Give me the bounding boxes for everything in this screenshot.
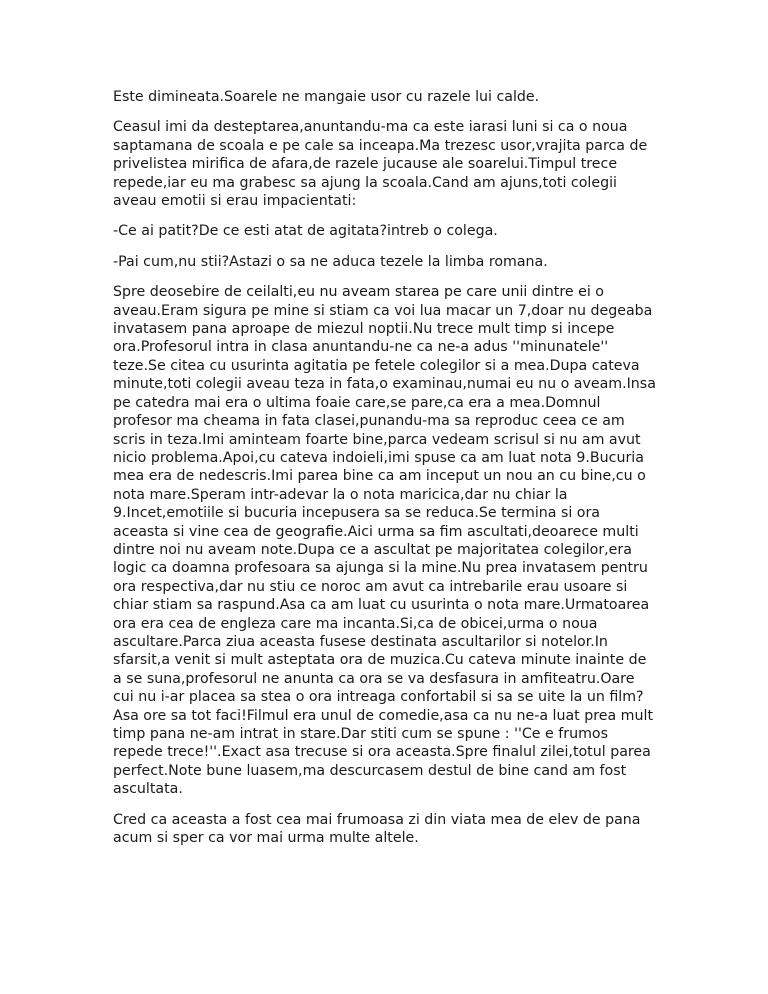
paragraph-morning: Ceasul imi da desteptarea,anuntandu-ma ca este iarasi luni si ca o noua saptamana de scoala e pe cale sa inceapa.Ma trezesc usor,vrajita parca de privelistea mirifica de afara,de razele jucause ale soarelui.Timpul trece repede,iar eu ma grabesc sa ajung la scoala.Cand am ajuns,toti colegii aveau emotii si erau impacientati: xyxy=(113,119,648,210)
dialogue-line-question: -Ce ai patit?De ce esti atat de agitata?intreb o colega. xyxy=(113,223,498,240)
document-body xyxy=(113,88,658,859)
paragraph-school-day: Spre deosebire de ceilalti,eu nu aveam starea pe care unii dintre ei o aveau.Eram sigura pe mine si stiam ca voi lua macar un 7,doar nu degeaba invatasem pana aproape de miezul noptii.Nu trece mult timp si incepe ora.Profesorul intra in clasa anuntandu-ne ca ne-a adus ''minunatele'' teze.Se citea cu usurinta agitatia pe fetele colegilor si a mea.Dupa cateva minute,toti colegii aveau teza in fata,o examinau,numai eu nu o aveam.Insa pe catedra mai era o ultima foaie care,se pare,ca era a mea.Domnul profesor ma cheama in fata clasei,punandu-ma sa reproduc ceea ce am scris in teza.Imi aminteam foarte bine,parca vedeam scrisul si nu am avut nicio problema.Apoi,cu cateva indoieli,imi spuse ca am luat nota 9.Bucuria mea era de nedescris.Imi parea bine ca am inceput un nou an cu bine,cu o nota mare.Speram intr-adevar la o nota maricica,dar nu chiar la 9.Incet,emotiile si bucuria incepusera sa se reduca.Se termina si ora aceasta si vine cea de geografie.Aici urma sa fim ascultati,deoarece multi dintre noi nu aveam note.Dupa ce a ascultat pe majoritatea colegilor,era logic ca doamna profesoara sa ajunga si la mine.Nu prea invatasem pentru ora respectiva,dar nu stiu ce noroc am avut ca intrebarile erau usoare si chiar stiam sa raspund.Asa ca am luat cu usurinta o nota mare.Urmatoarea ora era cea de engleza care ma incanta.Si,ca de obicei,urma o noua ascultare.Parca ziua aceasta fusese destinata ascultarilor si notelor.In sfarsit,a venit si mult asteptata ora de muzica.Cu cateva minute inainte de a se suna,profesorul ne anunta ca ora se va desfasura in amfiteatru.Oare cui nu i-ar placea sa stea o ora intreaga confortabil si sa se uite la un film?Asa ore sa tot faci!Filmul era unul de comedie,asa ca nu ne-a luat prea mult timp pana ne-am intrat in stare.Dar stiti cum se spune : ''Ce e frumos repede trece!''.Exact asa trecuse si ora aceasta.Spre finalul zilei,totul parea perfect.Note bune luasem,ma descurcasem destul de bine cand am fost ascultata. xyxy=(113,284,656,798)
dialogue-line-answer: -Pai cum,nu stii?Astazi o sa ne aduca tezele la limba romana. xyxy=(113,253,548,270)
paragraph-conclusion: Cred ca aceasta a fost cea mai frumoasa zi din viata mea de elev de pana acum si sper ca vor mai urma multe altele. xyxy=(113,811,641,847)
paragraph-intro: Este dimineata.Soarele ne mangaie usor cu razele lui calde. xyxy=(113,89,540,105)
